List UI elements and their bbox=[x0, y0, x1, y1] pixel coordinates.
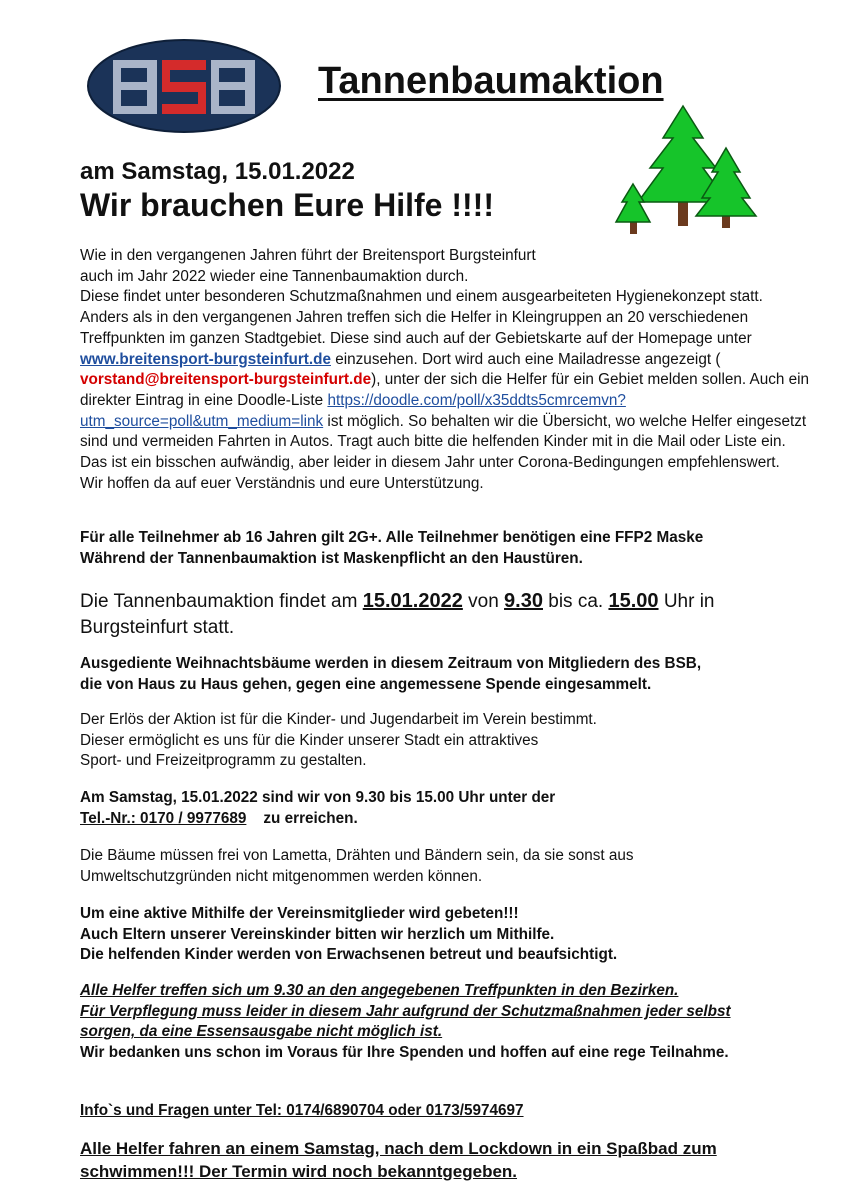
contact-reach: zu erreichen. bbox=[263, 809, 358, 827]
intro-text-5: ), unter der sich die Helfer für ein Gebiet melden sollen. Auch ein direkter Eintrag in eine Doodle-Liste bbox=[80, 371, 810, 409]
intro-text-6: ist möglich. So behalten wir die Übersicht, wo welche Helfer eingesetzt sind und vermeiden Fahrten in Autos. Tragt auch bitte die helfenden Kinder mit in die Mail oder Liste ein. Das ist ein bisschen aufwändig, aber leider in diesem Jahr unter Corona-Bedingungen empfehlenswert. bbox=[80, 412, 807, 472]
helpers-section bbox=[80, 981, 770, 1064]
schedule-pre: Die Tannenbaumaktion findet am bbox=[80, 591, 358, 612]
trees-note-section bbox=[80, 846, 810, 887]
intro-line-2: auch im Jahr 2022 wieder eine Tannenbaumaktion durch. bbox=[80, 267, 469, 285]
intro-line-7: Wir hoffen da auf euer Verständnis und eure Unterstützung. bbox=[80, 474, 484, 492]
schedule-until: bis ca. bbox=[548, 591, 604, 612]
doodle-link[interactable]: https://doodle.com/poll/x35ddts5cmrcemvn?utm_source=poll&utm_medium=link bbox=[80, 391, 626, 430]
contact-phone: Tel.-Nr.: 0170 / 9977689 bbox=[80, 809, 247, 827]
schedule-text bbox=[80, 588, 800, 641]
event-date-heading: am Samstag, 15.01.2022 bbox=[80, 158, 355, 185]
rules-section bbox=[80, 528, 810, 569]
schedule-post: Uhr in Burgsteinfurt statt. bbox=[80, 591, 715, 638]
proceeds-line-3: Sport- und Freizeitprogramm zu gestalten. bbox=[80, 752, 367, 770]
intro-section bbox=[80, 246, 810, 494]
intro-paragraph bbox=[80, 287, 810, 473]
rules-line-1: Für alle Teilnehmer ab 16 Jahren gilt 2G+. Alle Teilnehmer benötigen eine FFP2 Maske bbox=[80, 529, 704, 546]
schedule-end: 15.00 bbox=[608, 590, 659, 612]
headline: Wir brauchen Eure Hilfe !!!! bbox=[80, 187, 494, 223]
page-title: Tannenbaumaktion bbox=[318, 60, 664, 102]
contact-section bbox=[80, 788, 810, 829]
appeal-line-2: Auch Eltern unserer Vereinskinder bitten wir herzlich um Mithilfe. bbox=[80, 925, 555, 943]
email-link[interactable]: vorstand@breitensport-burgsteinfurt.de bbox=[80, 371, 372, 389]
info-line: Info`s und Fragen unter Tel: 0174/6890704 oder 0173/5974697 bbox=[80, 1102, 524, 1119]
christmas-trees-icon bbox=[608, 98, 758, 238]
rules-line-2: Während der Tannenbaumaktion ist Maskenpflicht an den Haustüren. bbox=[80, 549, 583, 567]
schedule-date: 15.01.2022 bbox=[362, 590, 463, 612]
collection-line-1: Ausgediente Weihnachtsbäume werden in diesem Zeitraum von Mitgliedern des BSB, bbox=[80, 655, 702, 672]
helpers-line-1: Alle Helfer treffen sich um 9.30 an den angegebenen Treffpunkten in den Bezirken. bbox=[80, 982, 679, 999]
website-link[interactable]: www.breitensport-burgsteinfurt.de bbox=[80, 350, 331, 368]
appeal-line-3: Die helfenden Kinder werden von Erwachsenen betreut und beaufsichtigt. bbox=[80, 946, 618, 964]
finale-text: Alle Helfer fahren an einem Samstag, nach dem Lockdown in ein Spaßbad zum schwimmen!!! Der Termin wird noch bekanntgegeben. bbox=[80, 1139, 717, 1181]
schedule-from: von bbox=[468, 591, 499, 612]
intro-text-4: einzusehen. Dort wird auch eine Mailadresse angezeigt ( bbox=[335, 350, 721, 368]
intro-text-3: Diese findet unter besonderen Schutzmaßnahmen und einem ausgearbeiteten Hygienekonzept statt. Anders als in den vergangenen Jahren treffen sich die Helfer in Kleingruppen an 20 verschiedenen Treffpunkten im ganzen Stadtgebiet. Diese sind auch auf der Gebietskarte auf der Homepage unter bbox=[80, 288, 763, 347]
trees-note-line-1: Die Bäume müssen frei von Lametta, Drähten und Bändern sein, da sie sonst aus bbox=[80, 847, 634, 864]
contact-line-1: Am Samstag, 15.01.2022 sind wir von 9.30 bis 15.00 Uhr unter der bbox=[80, 789, 556, 806]
trees-note-line-2: Umweltschutzgründen nicht mitgenommen werden können. bbox=[80, 867, 483, 885]
proceeds-line-2: Dieser ermöglicht es uns für die Kinder unserer Stadt ein attraktives bbox=[80, 731, 539, 749]
helpers-thanks: Wir bedanken uns schon im Voraus für Ihre Spenden und hoffen auf eine rege Teilnahme. bbox=[80, 1044, 729, 1062]
intro-line-1: Wie in den vergangenen Jahren führt der Breitensport Burgsteinfurt bbox=[80, 247, 536, 264]
helpers-line-2: Für Verpflegung muss leider in diesem Jahr aufgrund der Schutzmaßnahmen jeder selbst sorgen, da eine Essensausgabe nicht möglich ist. bbox=[80, 1002, 731, 1041]
collection-section bbox=[80, 654, 810, 695]
schedule-start: 9.30 bbox=[504, 590, 543, 612]
proceeds-line-1: Der Erlös der Aktion ist für die Kinder- und Jugendarbeit im Verein bestimmt. bbox=[80, 711, 597, 728]
appeal-section bbox=[80, 904, 810, 966]
bsb-logo bbox=[86, 38, 282, 134]
appeal-line-1: Um eine aktive Mithilfe der Vereinsmitglieder wird gebeten!!! bbox=[80, 905, 519, 922]
proceeds-section bbox=[80, 710, 810, 772]
collection-line-2: die von Haus zu Haus gehen, gegen eine angemessene Spende eingesammelt. bbox=[80, 675, 652, 693]
